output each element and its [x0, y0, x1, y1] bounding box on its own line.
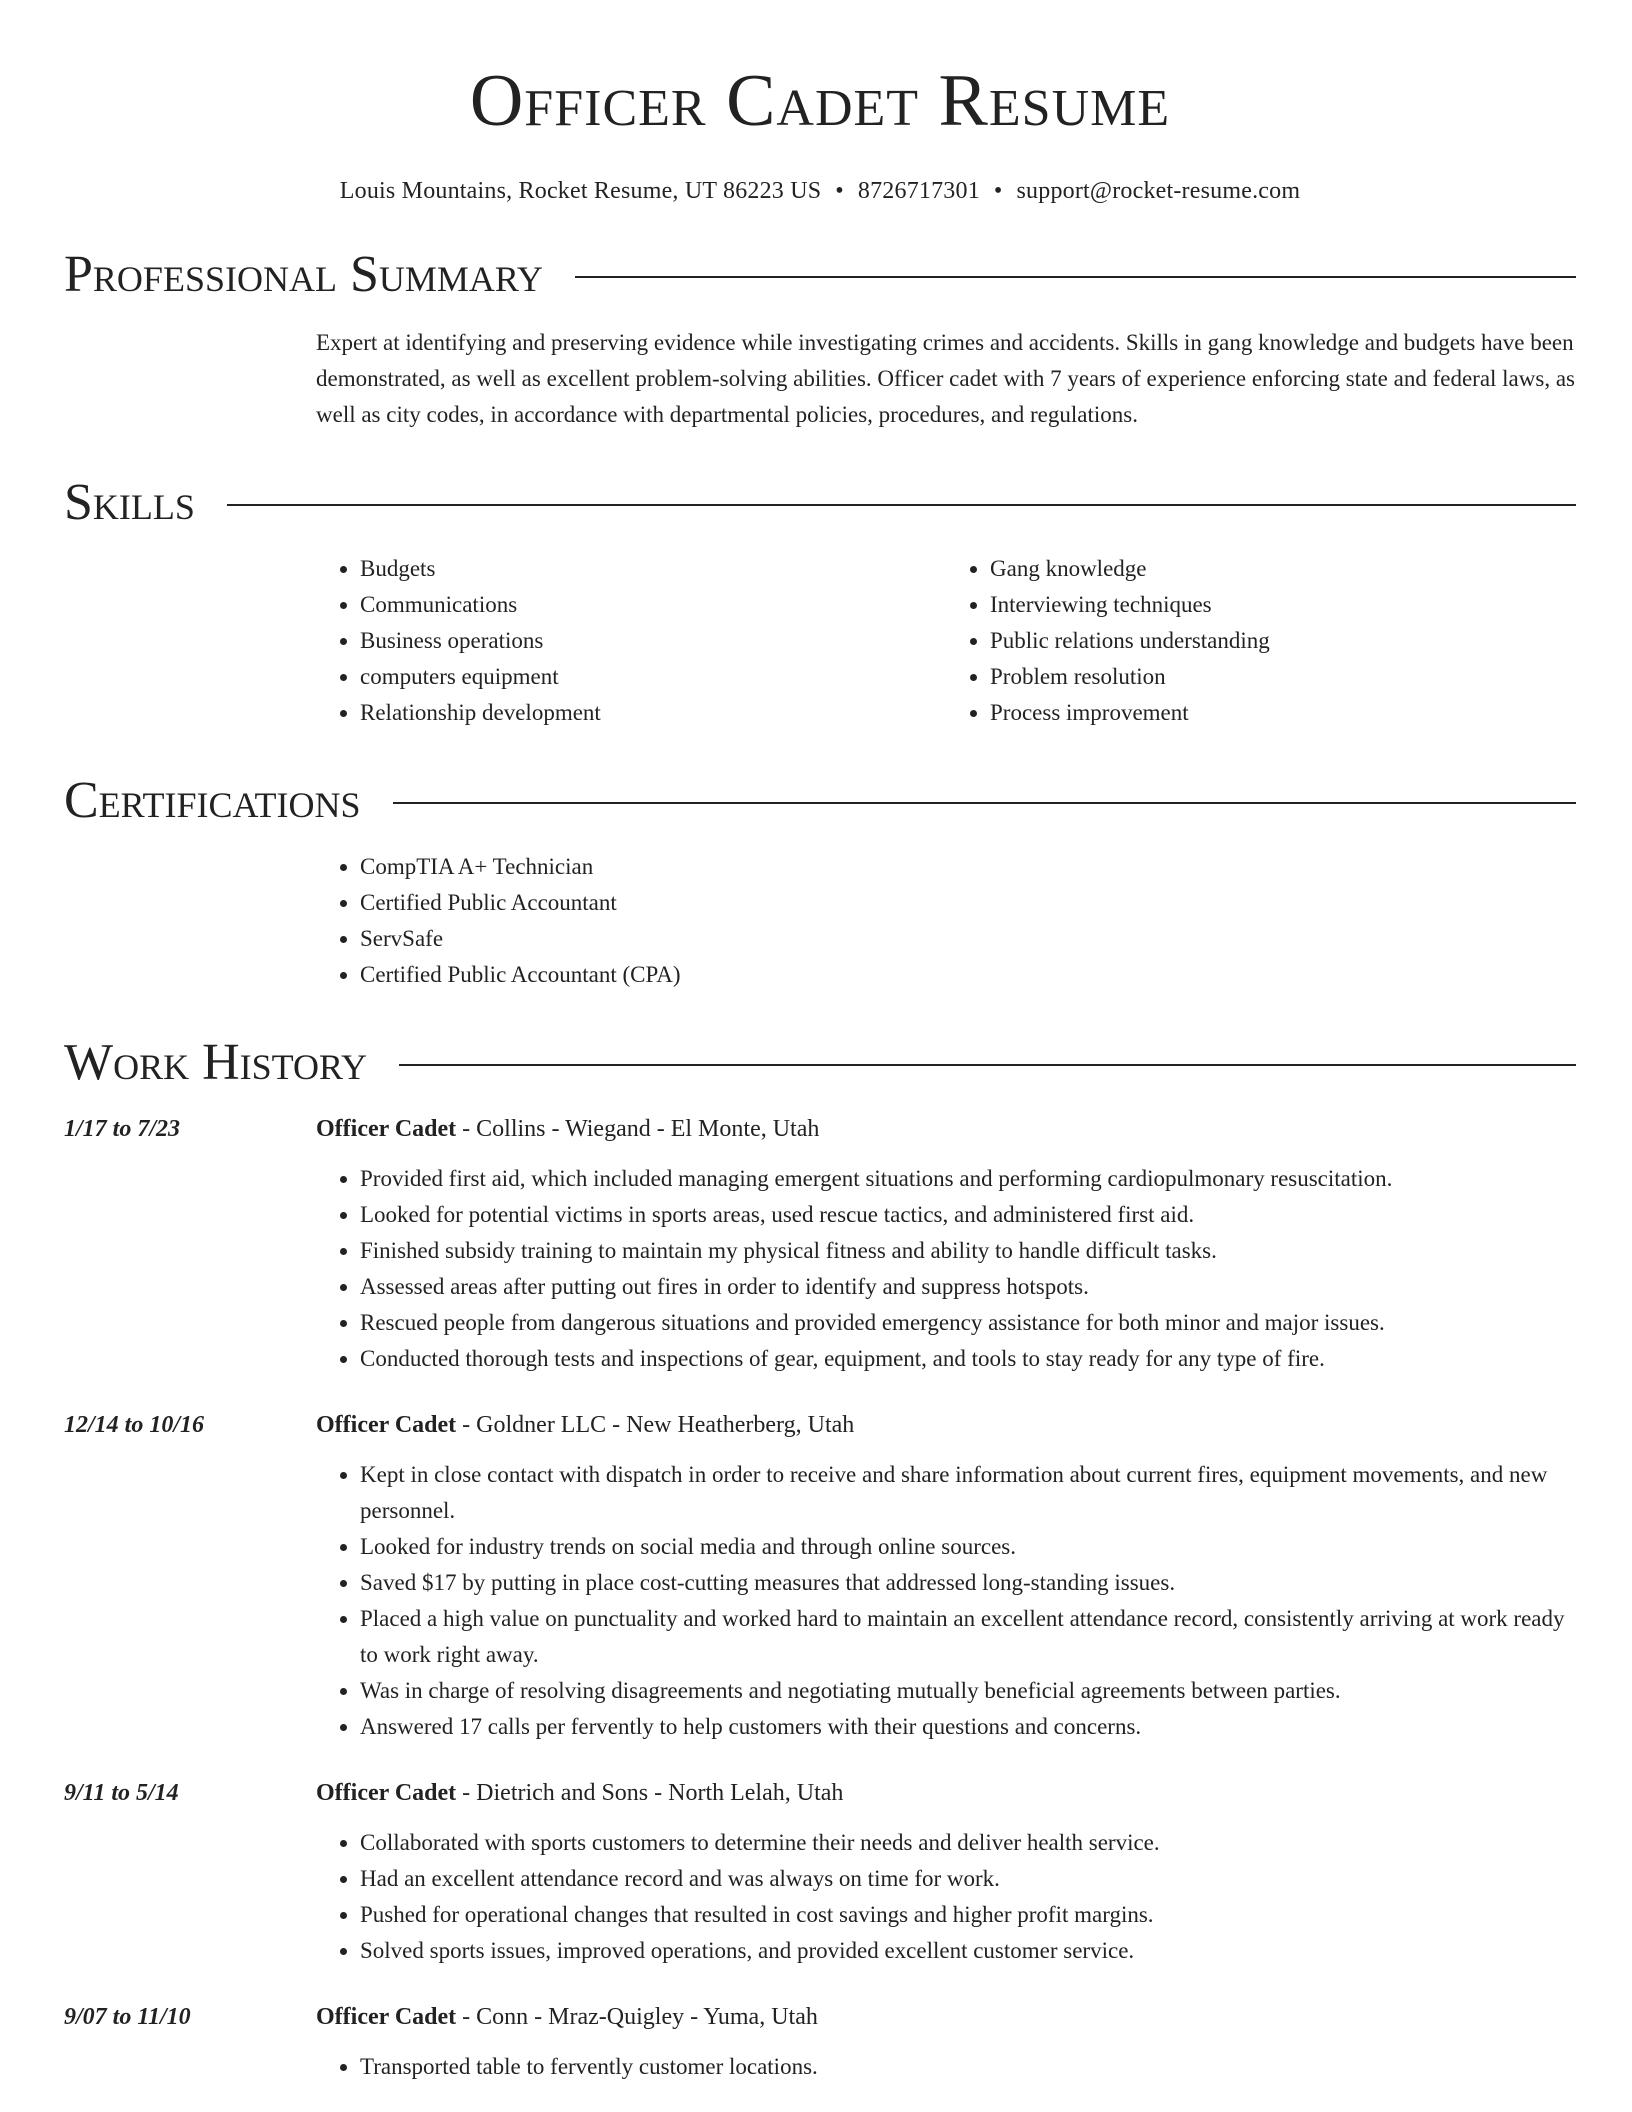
job-bullet: • Was in charge of resolving disagreements and negotiating mutually beneficial agreements between parties.: [360, 1673, 1576, 1709]
job-bullet: • Assessed areas after putting out fires in order to identify and suppress hotspots.: [360, 1269, 1576, 1305]
job-body: [316, 1111, 1576, 1377]
job-employer: - Goldner LLC - New Heatherberg, Utah: [456, 1412, 855, 1438]
contact-separator: •: [993, 178, 1003, 204]
summary-section-header: [64, 246, 1576, 303]
job-bullets: [316, 2049, 1576, 2085]
job-bullet: • Provided first aid, which included managing emergent situations and performing cardiopulmonary resuscitation.: [360, 1161, 1576, 1197]
skill-item: • Business operations: [360, 623, 946, 659]
job-entry: [64, 1775, 1576, 1969]
job-role: Officer Cadet: [316, 2004, 457, 2030]
job-bullet: • Kept in close contact with dispatch in order to receive and share information about current fires, equipment movements, and new personnel.: [360, 1457, 1576, 1529]
skill-item: • Communications: [360, 587, 946, 623]
contact-email: support@rocket-resume.com: [1016, 178, 1301, 204]
section-rule: [575, 276, 1576, 278]
job-role: Officer Cadet: [316, 1116, 457, 1142]
job-bullet: • Rescued people from dangerous situations and provided emergency assistance for both minor and major issues.: [360, 1305, 1576, 1341]
job-bullet: • Collaborated with sports customers to determine their needs and deliver health service.: [360, 1825, 1576, 1861]
contact-line: [64, 178, 1576, 205]
job-bullet: • Answered 17 calls per fervently to help customers with their questions and concerns.: [360, 1709, 1576, 1745]
certifications-list: [316, 849, 1576, 993]
job-title-line: [316, 1775, 1576, 1811]
skill-item: • Public relations understanding: [990, 623, 1576, 659]
section-rule: [227, 504, 1576, 506]
job-bullet: • Saved $17 by putting in place cost-cutting measures that addressed long-standing issues.: [360, 1565, 1576, 1601]
skills-list-right: [946, 551, 1576, 731]
skill-item: • Process improvement: [990, 695, 1576, 731]
certifications-block: [316, 849, 1576, 993]
job-employer: - Collins - Wiegand - El Monte, Utah: [456, 1116, 820, 1142]
job-role: Officer Cadet: [316, 1780, 457, 1806]
job-body: [316, 1999, 1576, 2085]
job-role: Officer Cadet: [316, 1412, 457, 1438]
job-bullet: • Looked for potential victims in sports areas, used rescue tactics, and administered first aid.: [360, 1197, 1576, 1233]
certifications-section-header: [64, 772, 1576, 829]
skills-list-left: [316, 551, 946, 731]
contact-separator: •: [835, 178, 844, 204]
job-entry: [64, 1407, 1576, 1745]
job-title-line: [316, 1999, 1576, 2035]
resume-title: Officer Cadet Resume: [469, 60, 1171, 142]
skill-item: • Relationship development: [360, 695, 946, 731]
work-section-header: [64, 1034, 1576, 1091]
job-bullet: • Placed a high value on punctuality and worked hard to maintain an excellent attendance record, consistently arriving at work ready to work right away.: [360, 1601, 1576, 1673]
job-bullet: • Conducted thorough tests and inspections of gear, equipment, and tools to stay ready for any type of fire.: [360, 1341, 1576, 1377]
job-bullets: [316, 1825, 1576, 1969]
skill-item: • Problem resolution: [990, 659, 1576, 695]
skill-item: • Gang knowledge: [990, 551, 1576, 587]
job-bullet: • Finished subsidy training to maintain my physical fitness and ability to handle difficult tasks.: [360, 1233, 1576, 1269]
job-bullets: [316, 1161, 1576, 1377]
contact-phone: 8726717301: [857, 178, 980, 204]
job-title-line: [316, 1111, 1576, 1147]
skill-item: • computers equipment: [360, 659, 946, 695]
job-body: [316, 1775, 1576, 1969]
job-bullet: • Solved sports issues, improved operations, and provided excellent customer service.: [360, 1933, 1576, 1969]
summary-heading: Professional Summary: [64, 246, 543, 303]
job-bullet: • Pushed for operational changes that resulted in cost savings and higher profit margins.: [360, 1897, 1576, 1933]
skills-section-header: [64, 474, 1576, 531]
section-rule: [399, 1064, 1576, 1066]
certifications-heading: Certifications: [64, 772, 361, 829]
job-employer: - Dietrich and Sons - North Lelah, Utah: [456, 1780, 844, 1806]
job-dates: 9/11 to 5/14: [64, 1780, 179, 1806]
skill-item: • Interviewing techniques: [990, 587, 1576, 623]
job-entry: [64, 1111, 1576, 1377]
job-body: [316, 1407, 1576, 1745]
section-rule: [393, 802, 1576, 804]
contact-address: Louis Mountains, Rocket Resume, UT 86223 US: [339, 178, 822, 204]
job-bullet: • Had an excellent attendance record and was always on time for work.: [360, 1861, 1576, 1897]
certification-item: • Certified Public Accountant: [360, 885, 1576, 921]
certification-item: • Certified Public Accountant (CPA): [360, 957, 1576, 993]
job-entry: [64, 1999, 1576, 2085]
job-dates: 1/17 to 7/23: [64, 1116, 181, 1142]
certification-item: • ServSafe: [360, 921, 1576, 957]
certification-item: • CompTIA A+ Technician: [360, 849, 1576, 885]
work-heading: Work History: [64, 1034, 368, 1091]
job-bullets: [316, 1457, 1576, 1745]
job-bullet: • Transported table to fervently customer locations.: [360, 2049, 1576, 2085]
skill-item: • Budgets: [360, 551, 946, 587]
job-employer: - Conn - Mraz-Quigley - Yuma, Utah: [456, 2004, 818, 2030]
skills-heading: Skills: [64, 474, 195, 531]
job-bullet: • Looked for industry trends on social media and through online sources.: [360, 1529, 1576, 1565]
job-dates: 12/14 to 10/16: [64, 1412, 205, 1438]
skills-columns: [316, 551, 1576, 731]
job-dates: 9/07 to 11/10: [64, 2004, 191, 2030]
summary-text: Expert at identifying and preserving evidence while investigating crimes and accidents. Skills in gang knowledge and budgets have been demonstrated, as well as excellent problem-solving abilities. Officer cadet with 7 years of experience enforcing state and federal laws, as well as city codes, in accordance with departmental policies, procedures, and regulations.: [316, 330, 1575, 427]
job-title-line: [316, 1407, 1576, 1443]
